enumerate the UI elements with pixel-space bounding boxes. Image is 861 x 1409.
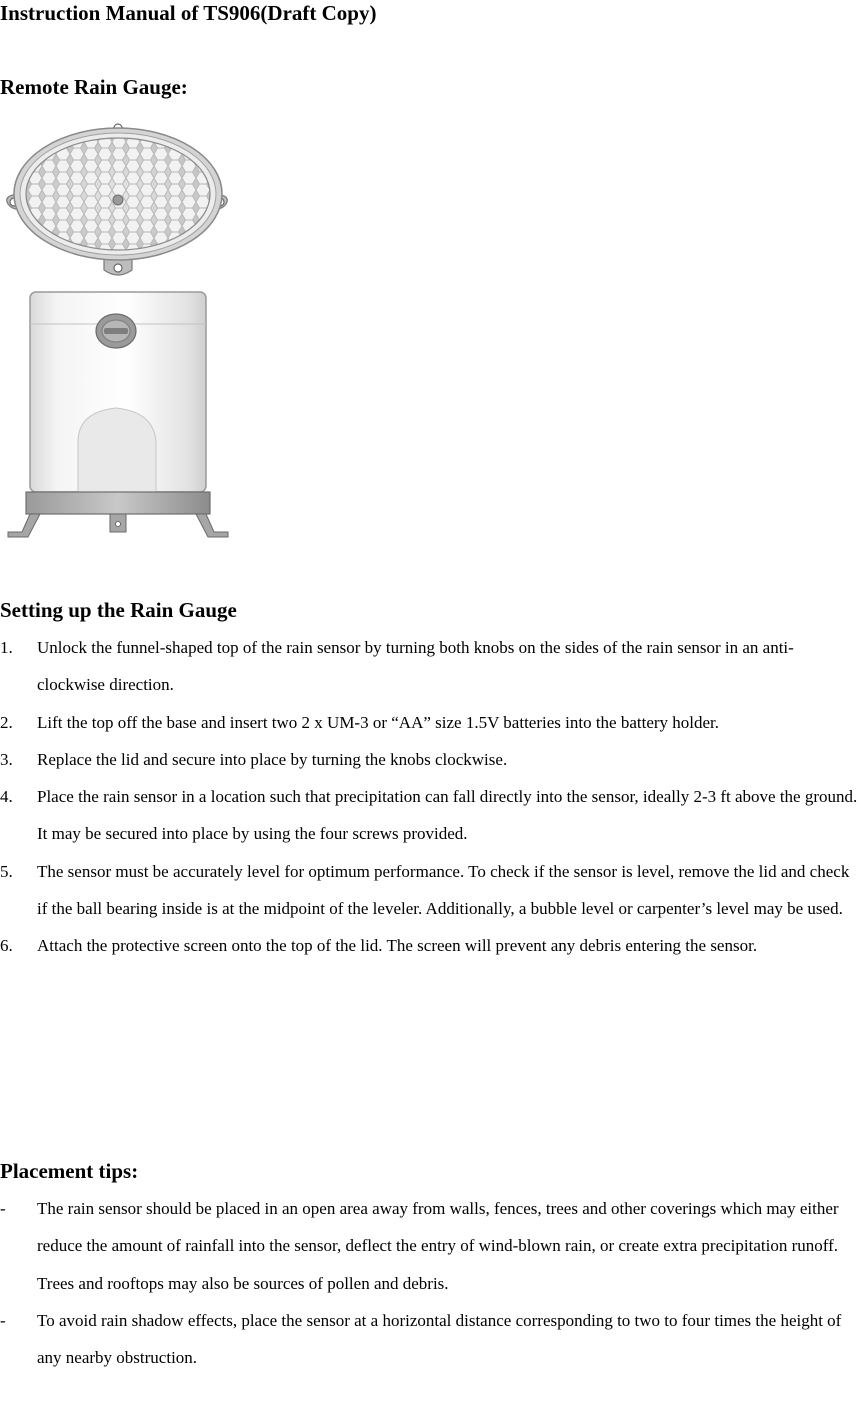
gauge-base — [8, 492, 228, 537]
step-text: Unlock the funnel-shaped top of the rain sensor by turning both knobs on the sides of the rain sensor in an anti-clockwise direction. — [37, 638, 794, 695]
gauge-body — [30, 292, 206, 492]
placement-tips-heading: Placement tips: — [0, 1159, 139, 1183]
tip-text: To avoid rain shadow effects, place the sensor at a horizontal distance corresponding to two to four times the height of any nearby obstruction. — [37, 1310, 842, 1368]
step-note: It may be secured into place by using the four screws provided. — [37, 824, 468, 844]
setting-up-heading: Setting up the Rain Gauge — [0, 598, 237, 622]
funnel-lid — [14, 128, 222, 262]
document-title: Instruction Manual of TS906(Draft Copy) — [0, 1, 377, 25]
step-number: 6. — [0, 936, 13, 956]
step-text: Lift the top off the base and insert two 2 x UM-3 or “AA” size 1.5V batteries into the battery holder. — [37, 712, 720, 732]
tip-text: The rain sensor should be placed in an open area away from walls, fences, trees and other coverings which may either reduce the amount of rainfall into the sensor, deflect the entry of wind-blown rain, or create extra precipitation runoff. Trees and rooftops may also be sources of pollen and debris. — [37, 1199, 839, 1293]
step-number: 5. — [0, 861, 13, 881]
placement-tips-list — [0, 1190, 861, 1376]
setup-step — [0, 704, 861, 741]
setup-step — [0, 853, 861, 928]
step-text: The sensor must be accurately level for optimum performance. To check if the sensor is level, remove the lid and check if the ball bearing inside is at the midpoint of the leveler. Additionally, a bubble level or carpenter’s level may be used. — [37, 861, 850, 919]
placement-tip — [0, 1190, 861, 1302]
tip-bullet: - — [0, 1310, 6, 1330]
step-number: 2. — [0, 712, 13, 732]
step-text: Attach the protective screen onto the top of the lid. The screen will prevent any debris entering the sensor. — [37, 936, 758, 956]
setup-steps-list — [0, 629, 861, 965]
setup-step — [0, 741, 861, 778]
rain-gauge-illustration — [0, 112, 240, 544]
setup-step — [0, 927, 861, 964]
step-number: 1. — [0, 638, 13, 657]
setup-step — [0, 778, 861, 853]
remote-rain-gauge-heading: Remote Rain Gauge: — [0, 75, 188, 99]
setup-step — [0, 629, 861, 704]
tip-bullet: - — [0, 1199, 6, 1218]
step-number: 3. — [0, 749, 13, 769]
step-text: Place the rain sensor in a location such that precipitation can fall directly into the sensor, ideally 2-3 ft above the ground. — [37, 787, 858, 807]
placement-tip — [0, 1302, 861, 1377]
step-number: 4. — [0, 787, 13, 807]
step-text: Replace the lid and secure into place by turning the knobs clockwise. — [37, 749, 508, 769]
